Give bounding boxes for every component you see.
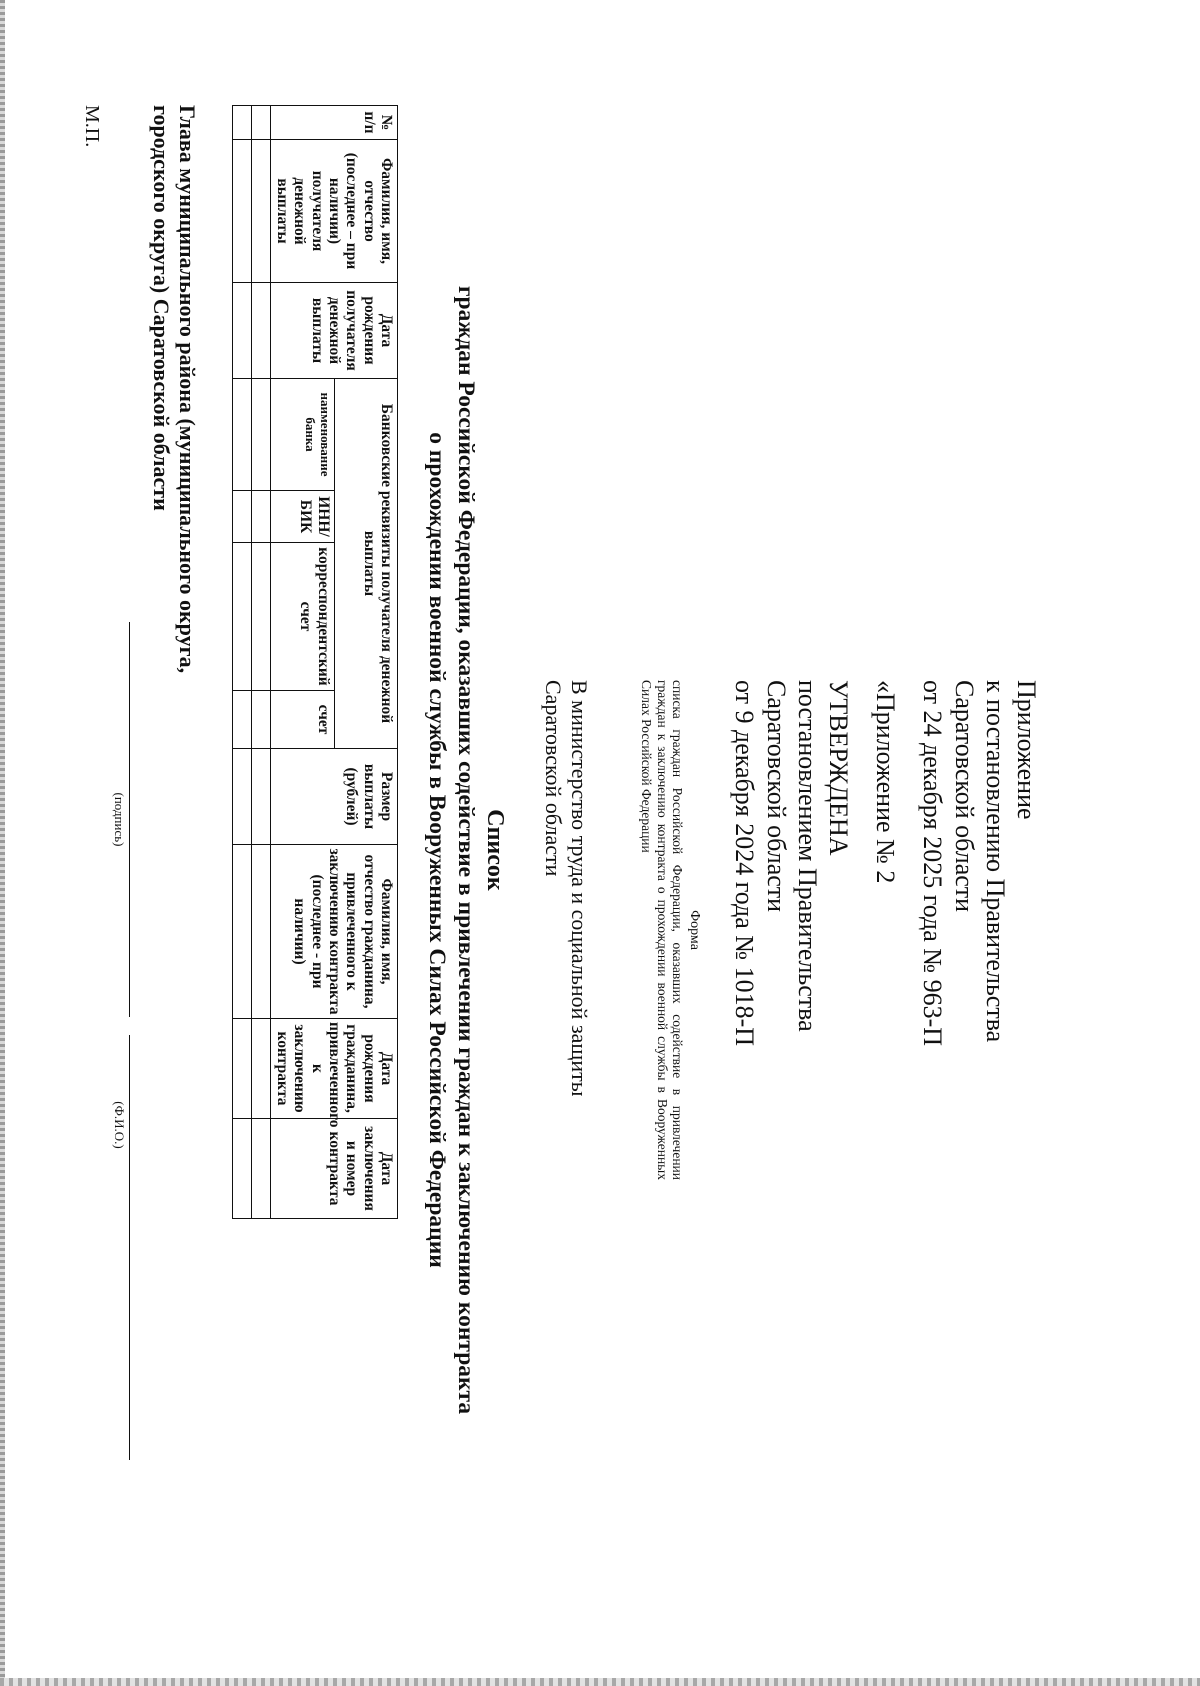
table-cell bbox=[233, 845, 252, 1019]
table-cell bbox=[233, 749, 252, 845]
list-table bbox=[232, 105, 398, 1565]
header-amount: Размер выплаты (рублей) bbox=[271, 749, 398, 845]
table-cell bbox=[252, 1119, 271, 1219]
table-cell bbox=[233, 379, 252, 491]
appendix-line: Саратовской области bbox=[949, 680, 979, 913]
table-cell bbox=[233, 140, 252, 283]
table-cell bbox=[233, 1019, 252, 1119]
header-recipient-name: Фамилия, имя, отчество (последнее – при наличии) получателя денежной выплаты bbox=[271, 140, 398, 283]
table-cell bbox=[252, 106, 271, 140]
document-title bbox=[421, 100, 510, 1600]
header-account: счет bbox=[271, 691, 334, 749]
table-cell bbox=[233, 491, 252, 543]
header-citizen-name-note: (последнее - при наличии) bbox=[291, 874, 326, 989]
approval-heading: УТВЕРЖДЕНА bbox=[824, 680, 854, 856]
approval-line: постановлением Правительства bbox=[792, 680, 822, 1032]
approval-line: Саратовской области bbox=[761, 680, 791, 913]
header-bank-name: наименование банка bbox=[271, 379, 334, 491]
signatory-line: Глава муниципального района (муниципального округа, bbox=[175, 105, 200, 674]
appendix-line: к постановлению Правительства bbox=[980, 680, 1010, 1043]
addressee-line: В министерство труда и социальной защиты bbox=[567, 680, 592, 1097]
table-cell bbox=[252, 543, 271, 691]
table-cell bbox=[252, 283, 271, 379]
appendix-line: Приложение bbox=[1012, 680, 1041, 820]
signatory-position bbox=[147, 105, 200, 1005]
table-spacer bbox=[233, 1219, 398, 1565]
table-cell bbox=[252, 749, 271, 845]
header-inn-bik: ИНН/ БИК bbox=[271, 491, 334, 543]
title-line: о прохождении военной службы в Вооруженных Силах Российской Федерации bbox=[423, 432, 450, 1268]
title-word: Список bbox=[482, 809, 508, 891]
appendix-line: от 24 декабря 2025 года № 963-П bbox=[918, 680, 948, 1047]
table-cell bbox=[233, 691, 252, 749]
table-cell bbox=[233, 283, 252, 379]
form-note bbox=[638, 680, 702, 1180]
name-caption: (Ф.И.О.) bbox=[112, 1101, 127, 1149]
addressee-line: Саратовской области bbox=[540, 680, 566, 877]
table-cell bbox=[252, 140, 271, 283]
table-cell bbox=[252, 1019, 271, 1119]
table-cell bbox=[252, 491, 271, 543]
name-line bbox=[129, 1035, 130, 1460]
header-recipient-birth: Дата рождения получателя денежной выплаты bbox=[271, 283, 398, 379]
title-line: граждан Российской Федерации, оказавших содействие в привлечении граждан к заключению контракта bbox=[453, 285, 479, 1415]
table-cell bbox=[252, 691, 271, 749]
header-number: № п/п bbox=[271, 106, 398, 140]
form-note-title: Форма bbox=[687, 910, 702, 950]
approval-line: от 9 декабря 2024 года № 1018-П bbox=[730, 680, 760, 1047]
header-citizen-birth: Дата рождения гражданина, привлеченного к заключению контракта bbox=[271, 1019, 398, 1119]
signatory-line: городского округа) Саратовской области bbox=[148, 105, 174, 511]
appendix-line: «Приложение № 2 bbox=[871, 680, 901, 884]
appendix-block bbox=[729, 680, 1042, 1240]
addressee bbox=[539, 680, 592, 1240]
header-bank-details: Банковские реквизиты получателя денежной выплаты bbox=[334, 379, 397, 749]
table-cell bbox=[233, 106, 252, 140]
header-corr-account: корреспондентский счет bbox=[271, 543, 334, 691]
header-contract: Дата заключения и номер контракта bbox=[271, 1119, 398, 1219]
stamp-place: М.П. bbox=[81, 105, 103, 148]
header-citizen-name-main: Фамилия, имя, отчество гражданина, привлеченного к заключению контракта bbox=[325, 848, 395, 1015]
table-cell bbox=[233, 1119, 252, 1219]
signature-caption: (подпись) bbox=[112, 792, 127, 847]
header-citizen-name bbox=[271, 845, 398, 1019]
signature-line bbox=[129, 622, 130, 1017]
table-cell bbox=[233, 543, 252, 691]
table-cell bbox=[252, 845, 271, 1019]
table-cell bbox=[252, 379, 271, 491]
form-note-text: списка граждан Российской Федерации, оказавших содействие в привлечении граждан к заключению контракта о прохождении военной службы в Вооруженных Силах Российской Федерации bbox=[638, 680, 686, 1180]
